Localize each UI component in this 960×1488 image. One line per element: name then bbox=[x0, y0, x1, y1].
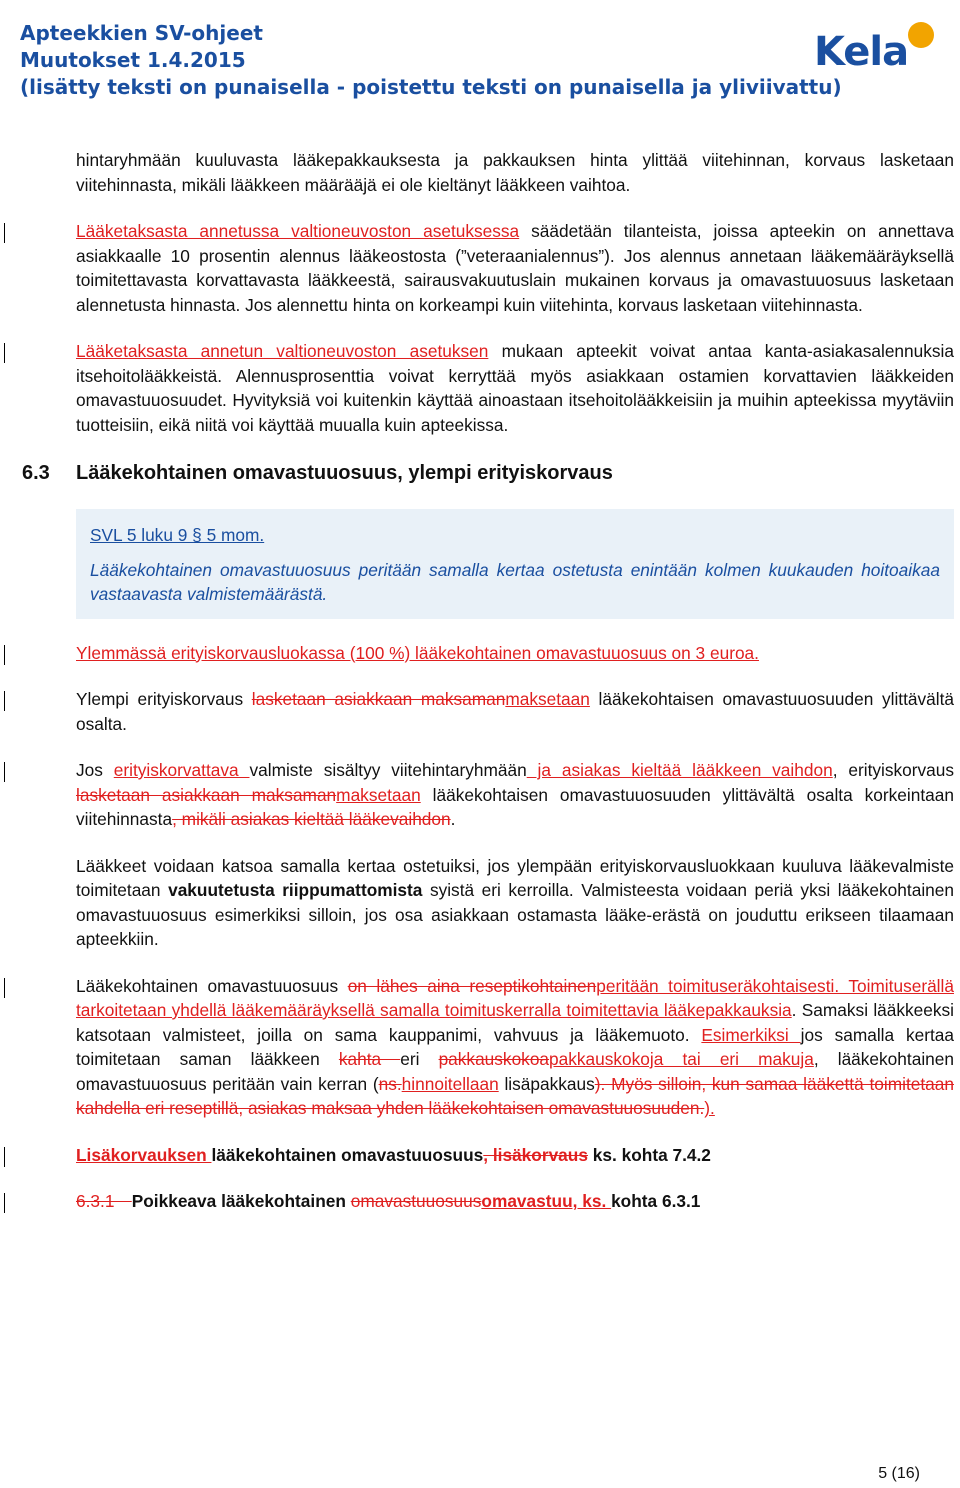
paragraph-3 bbox=[76, 339, 954, 437]
text: Poikkeava lääkekohtainen bbox=[131, 1191, 351, 1211]
paragraph-5 bbox=[76, 687, 954, 736]
insertion: Lisäkorvauksen bbox=[76, 1144, 212, 1165]
insertion: Lääketaksasta annetussa valtioneuvoston asetuksessa bbox=[76, 221, 520, 241]
text: , erityiskorvaus bbox=[832, 760, 955, 780]
insertion: erityiskorvattava bbox=[113, 760, 250, 780]
paragraph-9 bbox=[76, 1143, 954, 1168]
legal-reference-box bbox=[76, 509, 954, 619]
insertion: omavastuu, ks. bbox=[481, 1191, 612, 1211]
legal-reference-text: Lääkekohtainen omavastuuosuus peritään samalla kertaa ostetusta enintään kolmen kuukauden hoitoaikaa vastaavasta valmistemäärästä. bbox=[90, 559, 940, 604]
insertion: hinnoitellaan bbox=[401, 1073, 499, 1094]
law-reference-link[interactable]: SVL 5 luku 9 § 5 mom. bbox=[90, 525, 265, 545]
text: . bbox=[450, 809, 456, 829]
text: Jos bbox=[76, 760, 114, 780]
deletion: , mikäli asiakas kieltää lääkevaihdon bbox=[172, 809, 451, 829]
deletion: ). Myös silloin, kun samaa lääkettä toimitetaan kahdella eri reseptillä, asiakas maksaa yhden lääkekohtaisen omavastuuosuuden. bbox=[76, 1073, 954, 1118]
document-body bbox=[22, 148, 955, 1236]
header-legend: (lisätty teksti on punaisella - poistettu teksti on punaisella ja yliviivattu) bbox=[20, 75, 842, 99]
text: ks. kohta 7.4.2 bbox=[587, 1144, 711, 1165]
bold-text: vakuutetusta riippumattomista bbox=[168, 880, 423, 900]
paragraph-8 bbox=[76, 974, 954, 1121]
deletion: 6.3.1 bbox=[76, 1191, 132, 1211]
text: säädetään tilanteista, joissa apteekin on annettava asiakkaalle 10 prosentin alennus lääkeostosta (”veteraanialennus”). Jos alennus annetaan lääkemääräyksellä toimitettavasta korvattavasta lääkkeestä, sairausvakuutuslain mukainen korvaus ja omavastuuosuus lasketaan alennetusta hinnasta. Jos alennettu hinta on korkeampi kuin viitehinta, korvaus lasketaan viitehinnasta. bbox=[76, 221, 954, 315]
text: jos samalla kertaa toimitetaan saman lääkkeen bbox=[76, 1024, 954, 1069]
insertion: Lääketaksasta annetun valtioneuvoston asetuksen bbox=[76, 341, 489, 361]
text: Lääkekohtainen omavastuuosuus bbox=[76, 975, 348, 996]
paragraph-1: hintaryhmään kuuluvasta lääkepakkauksesta ja pakkauksen hinta ylittää viitehinnan, korvaus lasketaan viitehinnasta, mikäli lääkkeen määrääjä ei ole kieltänyt lääkkeen vaihtoa. bbox=[76, 150, 954, 195]
text: . Samaksi lääkkeeksi katsotaan valmisteet, joilla on sama kauppanimi, vahvuus ja lääkemuoto. bbox=[76, 1000, 955, 1045]
section-number: 6.3 bbox=[22, 462, 50, 484]
text: lääkekohtaisen omavastuuosuuden ylittävältä osalta korkeintaan viitehinnasta bbox=[76, 784, 954, 829]
deletion: omavastuuosuus bbox=[350, 1191, 482, 1211]
page-header bbox=[20, 20, 940, 110]
deletion: pakkauskokoa bbox=[438, 1049, 550, 1069]
page-number: 5 (16) bbox=[878, 1465, 920, 1482]
insertion: pakkauskokoja tai eri makuja bbox=[549, 1049, 814, 1069]
header-title: Apteekkien SV-ohjeet bbox=[20, 21, 263, 45]
paragraph-7 bbox=[76, 854, 954, 952]
paragraph-2 bbox=[76, 219, 954, 317]
logo-mark-icon bbox=[908, 22, 934, 48]
deletion: lasketaan asiakkaan maksaman bbox=[251, 689, 506, 709]
text: Lääkkeet voidaan katsoa samalla kertaa ostetuiksi, jos ylempään erityiskorvausluokkaan kuuluva lääkevalmiste toimitetaan bbox=[76, 855, 954, 900]
deletion: ns. bbox=[378, 1073, 402, 1094]
text: kohta 6.3.1 bbox=[611, 1191, 701, 1211]
insertion: maksetaan bbox=[505, 689, 590, 709]
insertion: ja asiakas kieltää lääkkeen vaihdon bbox=[526, 760, 833, 780]
text: lisäpakkaus bbox=[498, 1073, 595, 1094]
insertion: ). bbox=[704, 1098, 715, 1118]
section-title: Lääkekohtainen omavastuuosuus, ylempi erityiskorvaus bbox=[76, 462, 613, 484]
section-heading bbox=[22, 459, 954, 487]
deletion: , lisäkorvaus bbox=[483, 1144, 588, 1165]
text: lääkekohtainen omavastuuosuus bbox=[211, 1144, 484, 1165]
deletion: lasketaan asiakkaan maksaman bbox=[76, 784, 337, 805]
deletion: on lähes aina reseptikohtainen bbox=[347, 975, 597, 996]
text: Ylempi erityiskorvaus bbox=[76, 689, 252, 709]
insertion: Esimerkiksi bbox=[701, 1024, 801, 1045]
insertion: peritään toimituseräkohtaisesti. Toimituserällä tarkoitetaan yhdellä lääkemääräyksellä samalla toimituskerralla toimitettavia lääkepakkauksia bbox=[76, 975, 954, 1020]
text: , lääkekohtainen omavastuuosuus peritään vain kerran ( bbox=[76, 1049, 954, 1094]
deletion: kahta bbox=[338, 1049, 401, 1069]
text: lääkekohtaisen omavastuuosuuden ylittävältä osalta. bbox=[76, 689, 955, 734]
paragraph-6 bbox=[76, 758, 954, 832]
text: mukaan apteekit voivat antaa kanta-asiakasalennuksia itsehoitolääkkeistä. Alennusprosenttia voivat kerryttää myös asiakkaan ostamien korvattavien lääkkeiden omavastuuosuudet. Hyvityksiä voi kuitenkin käyttää ainoastaan itsehoitolääkkeisiin ja muihin apteekissa myytäviin tuotteisiin, eikä niitä voi käyttää muualla kuin apteekissa. bbox=[76, 341, 954, 435]
kela-logo bbox=[814, 22, 934, 82]
text: eri bbox=[400, 1049, 439, 1069]
paragraph-10 bbox=[76, 1189, 954, 1214]
logo-text: Kela bbox=[814, 29, 909, 75]
text: valmiste sisältyy viitehintaryhmään bbox=[249, 760, 527, 780]
paragraph-4 bbox=[76, 641, 954, 666]
insertion: Ylemmässä erityiskorvausluokassa (100 %) lääkekohtainen omavastuuosuus on 3 euroa. bbox=[76, 642, 759, 663]
insertion: maksetaan bbox=[336, 784, 421, 805]
header-date: Muutokset 1.4.2015 bbox=[20, 48, 246, 72]
text: syistä eri kerroilla. Valmisteesta voidaan periä yksi lääkekohtainen omavastuuosuus esimerkiksi silloin, jos osa asiakkaan ostamasta lääke-erästä on jouduttu erikseen tilaamaan apteekkiin. bbox=[76, 880, 954, 949]
